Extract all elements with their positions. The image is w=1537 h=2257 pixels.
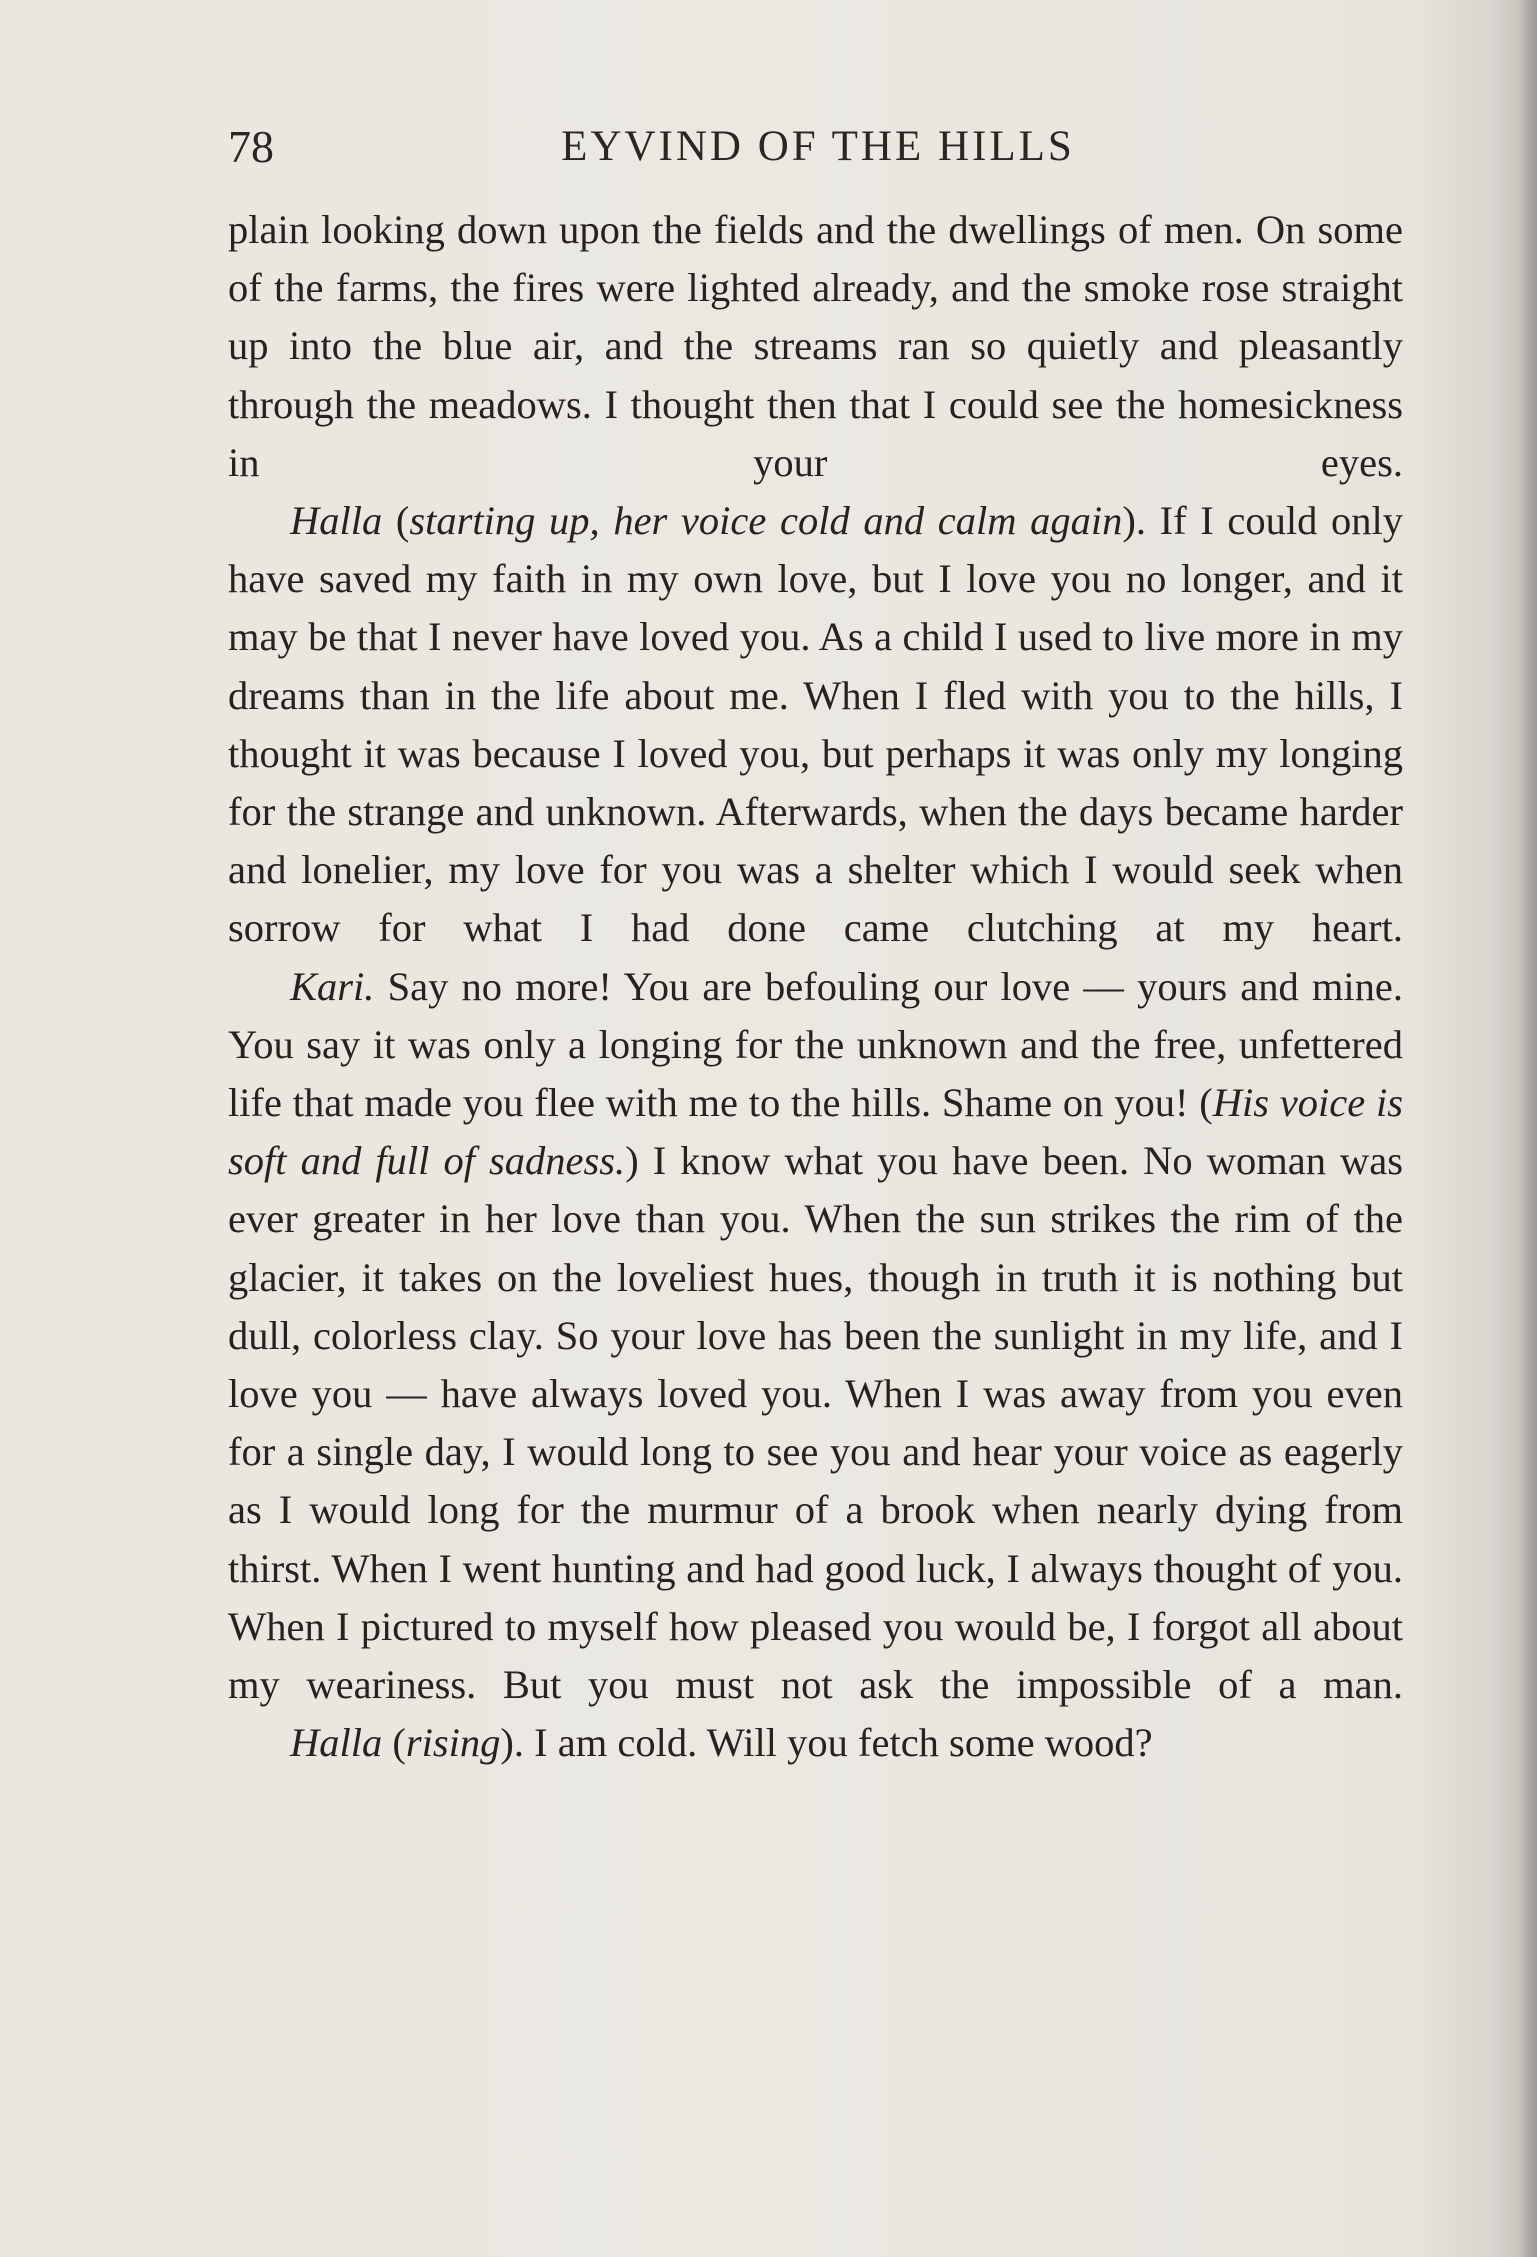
page-header — [228, 114, 1398, 180]
paragraph-text: plain looking down upon the fields and the dwellings of men. On some of the farms, the fires were lighted already, and the smoke rose straight up into the blue air, and the streams ran so quietly and pleasantly through the meadows. I thought then that I could see the homesickness in your eyes. — [228, 207, 1403, 485]
page-number: 78 — [228, 121, 274, 172]
speaker-name: Halla — [290, 498, 383, 544]
stage-direction: starting up, her voice cold and calm again — [409, 498, 1123, 544]
paren-close: ). — [1122, 498, 1146, 544]
paragraph-text: I am cold. Will you fetch some wood? — [524, 1720, 1153, 1766]
paragraph-text: I know what you have been. No woman was ever greater in her love than you. When the sun strikes the rim of the glacier, it takes on the loveliest hues, though in truth it is nothing but dull, colorless clay. So your love has been the sunlight in my life, and I love you — have always loved you. When I was away from you even for a single day, I would long to see you and hear your voice as eagerly as I would long for the murmur of a brook when nearly dying from thirst. When I went hunting and had good luck, I always thought of you. When I pictured to myself how pleased you would be, I forgot all about my weariness. But you must not ask the impossible of a man. — [228, 1138, 1403, 1708]
speaker-name: Kari. — [290, 963, 375, 1009]
speaker-name: Halla — [290, 1720, 383, 1766]
page-edge-shadow — [1519, 0, 1537, 2257]
paren-close: ). — [500, 1720, 525, 1766]
paren-open: ( — [1199, 1080, 1213, 1126]
paragraph-text: Say no more! You are befouling our love — yours and mine. You say it was only a longing for the unknown and the free, unfettered life that made you flee with me to the hills. Shame on you! — [228, 963, 1403, 1126]
stage-direction: rising — [405, 1720, 501, 1766]
paren-open: ( — [382, 498, 410, 544]
stage-direction: His voice is soft and full of sadness. — [228, 1080, 1403, 1184]
paragraph-narration — [228, 201, 1403, 492]
paragraph-halla-speech — [228, 492, 1403, 958]
paragraph-halla-speech — [228, 1714, 1403, 1772]
paren-open: ( — [382, 1720, 406, 1766]
body-text — [228, 201, 1403, 1772]
paragraph-kari-speech — [228, 958, 1403, 1715]
running-head: EYVIND OF THE HILLS — [561, 123, 1075, 170]
paragraph-text: If I could only have saved my faith in my own love, but I love you no longer, and it may be that I never have loved you. As a child I used to live more in my dreams than in the life about me. When I fled with you to the hills, I thought it was because I loved you, but perhaps it was only my longing for the strange and unknown. Afterwards, when the days became harder and lonelier, my love for you was a shelter which I would seek when sorrow for what I had done came clutching at my heart. — [228, 498, 1403, 951]
paren-close: ) — [625, 1138, 639, 1184]
